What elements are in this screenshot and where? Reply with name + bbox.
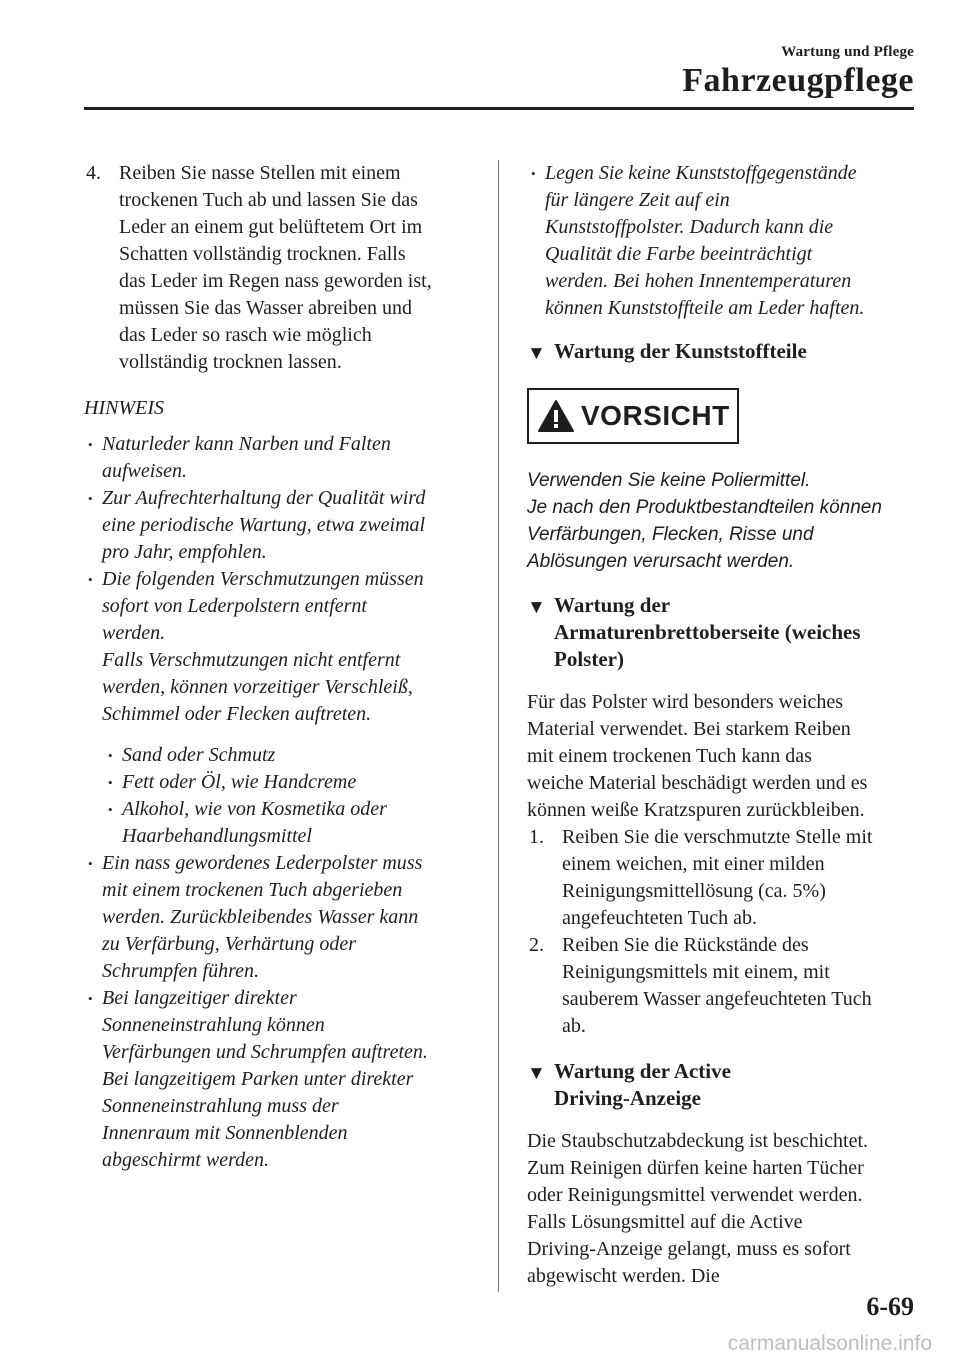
text-line: • Bei langzeitiger direkter — [102, 987, 297, 1009]
text-line: • Alkohol, wie von Kosmetika oder — [122, 798, 387, 820]
text-line: Je nach den Produktbestandteilen können — [527, 497, 882, 518]
text-line: sofort von Lederpolstern entfernt — [102, 595, 367, 617]
text-line: werden, können vorzeitiger Verschleiß, — [102, 676, 413, 698]
note-bullet — [84, 850, 478, 985]
text-line: • Ein nass gewordenes Lederpolster muss — [102, 852, 423, 874]
triangle-down-icon: ▼ — [527, 1063, 546, 1084]
text-line: können Kunststoffteile am Leder haften. — [545, 297, 865, 319]
step-number: 2. — [529, 934, 544, 956]
right-column — [527, 160, 917, 1290]
text-line: vollständig trocknen lassen. — [119, 351, 342, 373]
text-line: Qualität die Farbe beeinträchtigt — [545, 243, 813, 265]
text-line: werden. — [102, 622, 166, 644]
text-line: Sonneneinstrahlung können — [102, 1014, 325, 1036]
text-line: Reinigungsmittels mit einem, mit — [562, 961, 830, 983]
text-line: Reiben Sie nasse Stellen mit einem — [119, 162, 401, 184]
text-line: mit einem trockenen Tuch abgerieben — [102, 879, 403, 901]
left-column — [84, 160, 478, 1174]
text-line: das Leder im Regen nass geworden ist, — [119, 270, 432, 292]
text-line: Kunststoffpolster. Dadurch kann die — [545, 216, 834, 238]
text-line: Driving-Anzeige — [554, 1086, 701, 1110]
text-line: einem weichen, mit einer milden — [562, 853, 825, 875]
text-line: abgeschirmt werden. — [102, 1149, 270, 1171]
text-line: pro Jahr, empfohlen. — [102, 541, 267, 563]
note-sub-bullet — [84, 796, 478, 850]
note-heading: HINWEIS — [84, 397, 164, 419]
step-number: 1. — [529, 826, 544, 848]
text-line: werden. Zurückbleibendes Wasser kann — [102, 906, 419, 928]
text-line: • Die folgenden Verschmutzungen müssen — [102, 568, 424, 590]
text-line: müssen Sie das Wasser abreiben und — [119, 297, 412, 319]
text-line: abgewischt werden. Die — [527, 1265, 720, 1287]
text-line: Verwenden Sie keine Poliermittel. — [527, 470, 811, 491]
note-sub-bullet — [84, 742, 478, 769]
text-line: Reiben Sie die Rückstände des — [562, 934, 809, 956]
caution-box — [527, 388, 739, 444]
step-2 — [527, 932, 917, 1040]
column-divider — [498, 160, 499, 1292]
text-line: angefeuchteten Tuch ab. — [562, 907, 757, 929]
text-line: Armaturenbrettoberseite (weiches — [554, 620, 861, 644]
caution-label: VORSICHT — [581, 400, 730, 431]
text-line: das Leder so rasch wie möglich — [119, 324, 372, 346]
note-bullet — [84, 431, 478, 485]
text-line: Ablösungen verursacht werden. — [527, 551, 795, 572]
text-line: eine periodische Wartung, etwa zweimal — [102, 514, 426, 536]
paragraph — [527, 1128, 917, 1290]
text-line: Für das Polster wird besonders weiches — [527, 691, 844, 713]
note-bullet — [527, 160, 917, 322]
text-line: Driving-Anzeige gelangt, muss es sofort — [527, 1238, 851, 1260]
paragraph — [527, 689, 917, 824]
warning-triangle-icon — [537, 399, 575, 433]
text-line: Schatten vollständig trocknen. Falls — [119, 243, 406, 265]
text-line: Polster) — [554, 647, 624, 671]
text-line: Zum Reinigen dürfen keine harten Tücher — [527, 1157, 864, 1179]
header-rule — [84, 107, 914, 110]
text-line: weiche Material beschädigt werden und es — [527, 772, 868, 794]
text-line: Sonneneinstrahlung muss der — [102, 1095, 339, 1117]
watermark: carmanualsonline.info — [727, 1332, 932, 1355]
section-heading-dashboard — [527, 592, 917, 673]
text-line: Falls Lösungsmittel auf die Active — [527, 1211, 803, 1233]
text-line: Wartung der Active — [554, 1059, 731, 1083]
text-line: oder Reinigungsmittel verwendet werden. — [527, 1184, 863, 1206]
text-line: • Legen Sie keine Kunststoffgegenstände — [545, 162, 857, 184]
section-heading-active-driving — [527, 1058, 917, 1112]
page-number: 6-69 — [866, 1292, 914, 1321]
note-bullet — [84, 485, 478, 566]
text-line: trockenen Tuch ab und lassen Sie das — [119, 189, 418, 211]
text-line: Wartung der — [554, 593, 671, 617]
step-number: 4. — [86, 162, 101, 184]
text-line: ab. — [562, 1015, 586, 1037]
text-line: • Zur Aufrechterhaltung der Qualität wird — [102, 487, 426, 509]
text-line: • Naturleder kann Narben und Falten — [102, 433, 391, 455]
text-line: Schimmel oder Flecken auftreten. — [102, 703, 372, 725]
text-line: können weiße Kratzspuren zurückbleiben. — [527, 799, 865, 821]
text-line: Die Staubschutzabdeckung ist beschichtet. — [527, 1130, 869, 1152]
text-line: • Sand oder Schmutz — [122, 744, 276, 766]
text-line: zu Verfärbung, Verhärtung oder — [102, 933, 357, 955]
text-line: für längere Zeit auf ein — [545, 189, 730, 211]
text-line: sauberem Wasser angefeuchteten Tuch — [562, 988, 872, 1010]
text-line: Reinigungsmittellösung (ca. 5%) — [562, 880, 826, 902]
section-heading-plastic — [527, 338, 917, 365]
text-line: aufweisen. — [102, 460, 187, 482]
text-line: Reiben Sie die verschmutzte Stelle mit — [562, 826, 873, 848]
text-line: Innenraum mit Sonnenblenden — [102, 1122, 348, 1144]
triangle-down-icon: ▼ — [527, 343, 546, 364]
text-line: • Fett oder Öl, wie Handcreme — [122, 771, 357, 793]
note-sub-bullet — [84, 769, 478, 796]
text-line: werden. Bei hohen Innentemperaturen — [545, 270, 852, 292]
step-1 — [527, 824, 917, 932]
text-line: Wartung der Kunststoffteile — [554, 339, 807, 363]
text-line: Leder an einem gut belüftetem Ort im — [119, 216, 423, 238]
text-line: Verfärbungen, Flecken, Risse und — [527, 524, 814, 545]
text-line: Material verwendet. Bei starkem Reiben — [527, 718, 851, 740]
note-bullet — [84, 985, 478, 1174]
step-4 — [84, 160, 478, 376]
text-line: Bei langzeitigem Parken unter direkter — [102, 1068, 414, 1090]
page-title: Fahrzeugpflege — [682, 62, 914, 99]
caution-text — [527, 467, 917, 575]
text-line: Schrumpfen führen. — [102, 960, 260, 982]
text-line: mit einem trockenen Tuch kann das — [527, 745, 812, 767]
text-line: Falls Verschmutzungen nicht entfernt — [102, 649, 401, 671]
triangle-down-icon: ▼ — [527, 597, 546, 618]
text-line: Haarbehandlungsmittel — [122, 825, 312, 847]
note-bullet — [84, 566, 478, 728]
text-line: Verfärbungen und Schrumpfen auftreten. — [102, 1041, 428, 1063]
header-section-label: Wartung und Pflege — [781, 44, 914, 60]
